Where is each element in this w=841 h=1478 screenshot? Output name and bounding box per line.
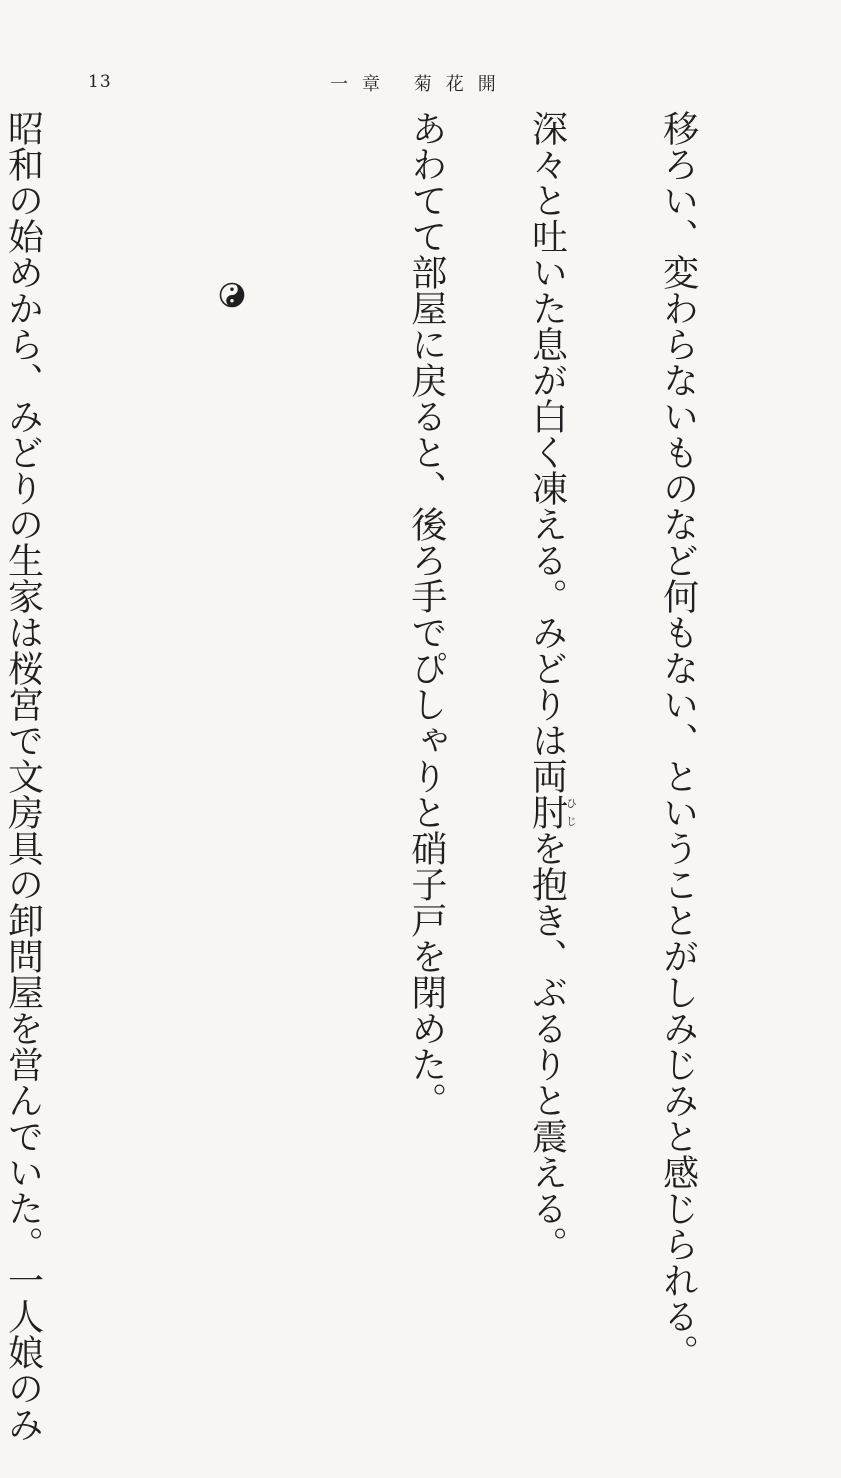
body-text — [2, 110, 778, 1442]
yin-yang-icon — [219, 282, 245, 308]
section-separator — [163, 110, 285, 1130]
text-line: 移ろい、変わらないものなど何もない、ということがしみじみと感じられる。 — [657, 110, 699, 1370]
text-line: 昭和の始めから、みどりの生家は桜宮で文房具の卸問屋を営んでいた。一人娘のみ — [2, 110, 44, 1442]
running-title: 一章 菊花開 — [330, 74, 510, 95]
text-line: 深々と吐いた息が白く凍える。みどりは両肘ひじを抱き、ぶるりと震える。 — [526, 110, 578, 1262]
page-number: 13 — [88, 72, 112, 92]
text-line: あわてて部屋に戻ると、後ろ手でぴしゃりと硝子戸を閉めた。 — [405, 110, 447, 1118]
